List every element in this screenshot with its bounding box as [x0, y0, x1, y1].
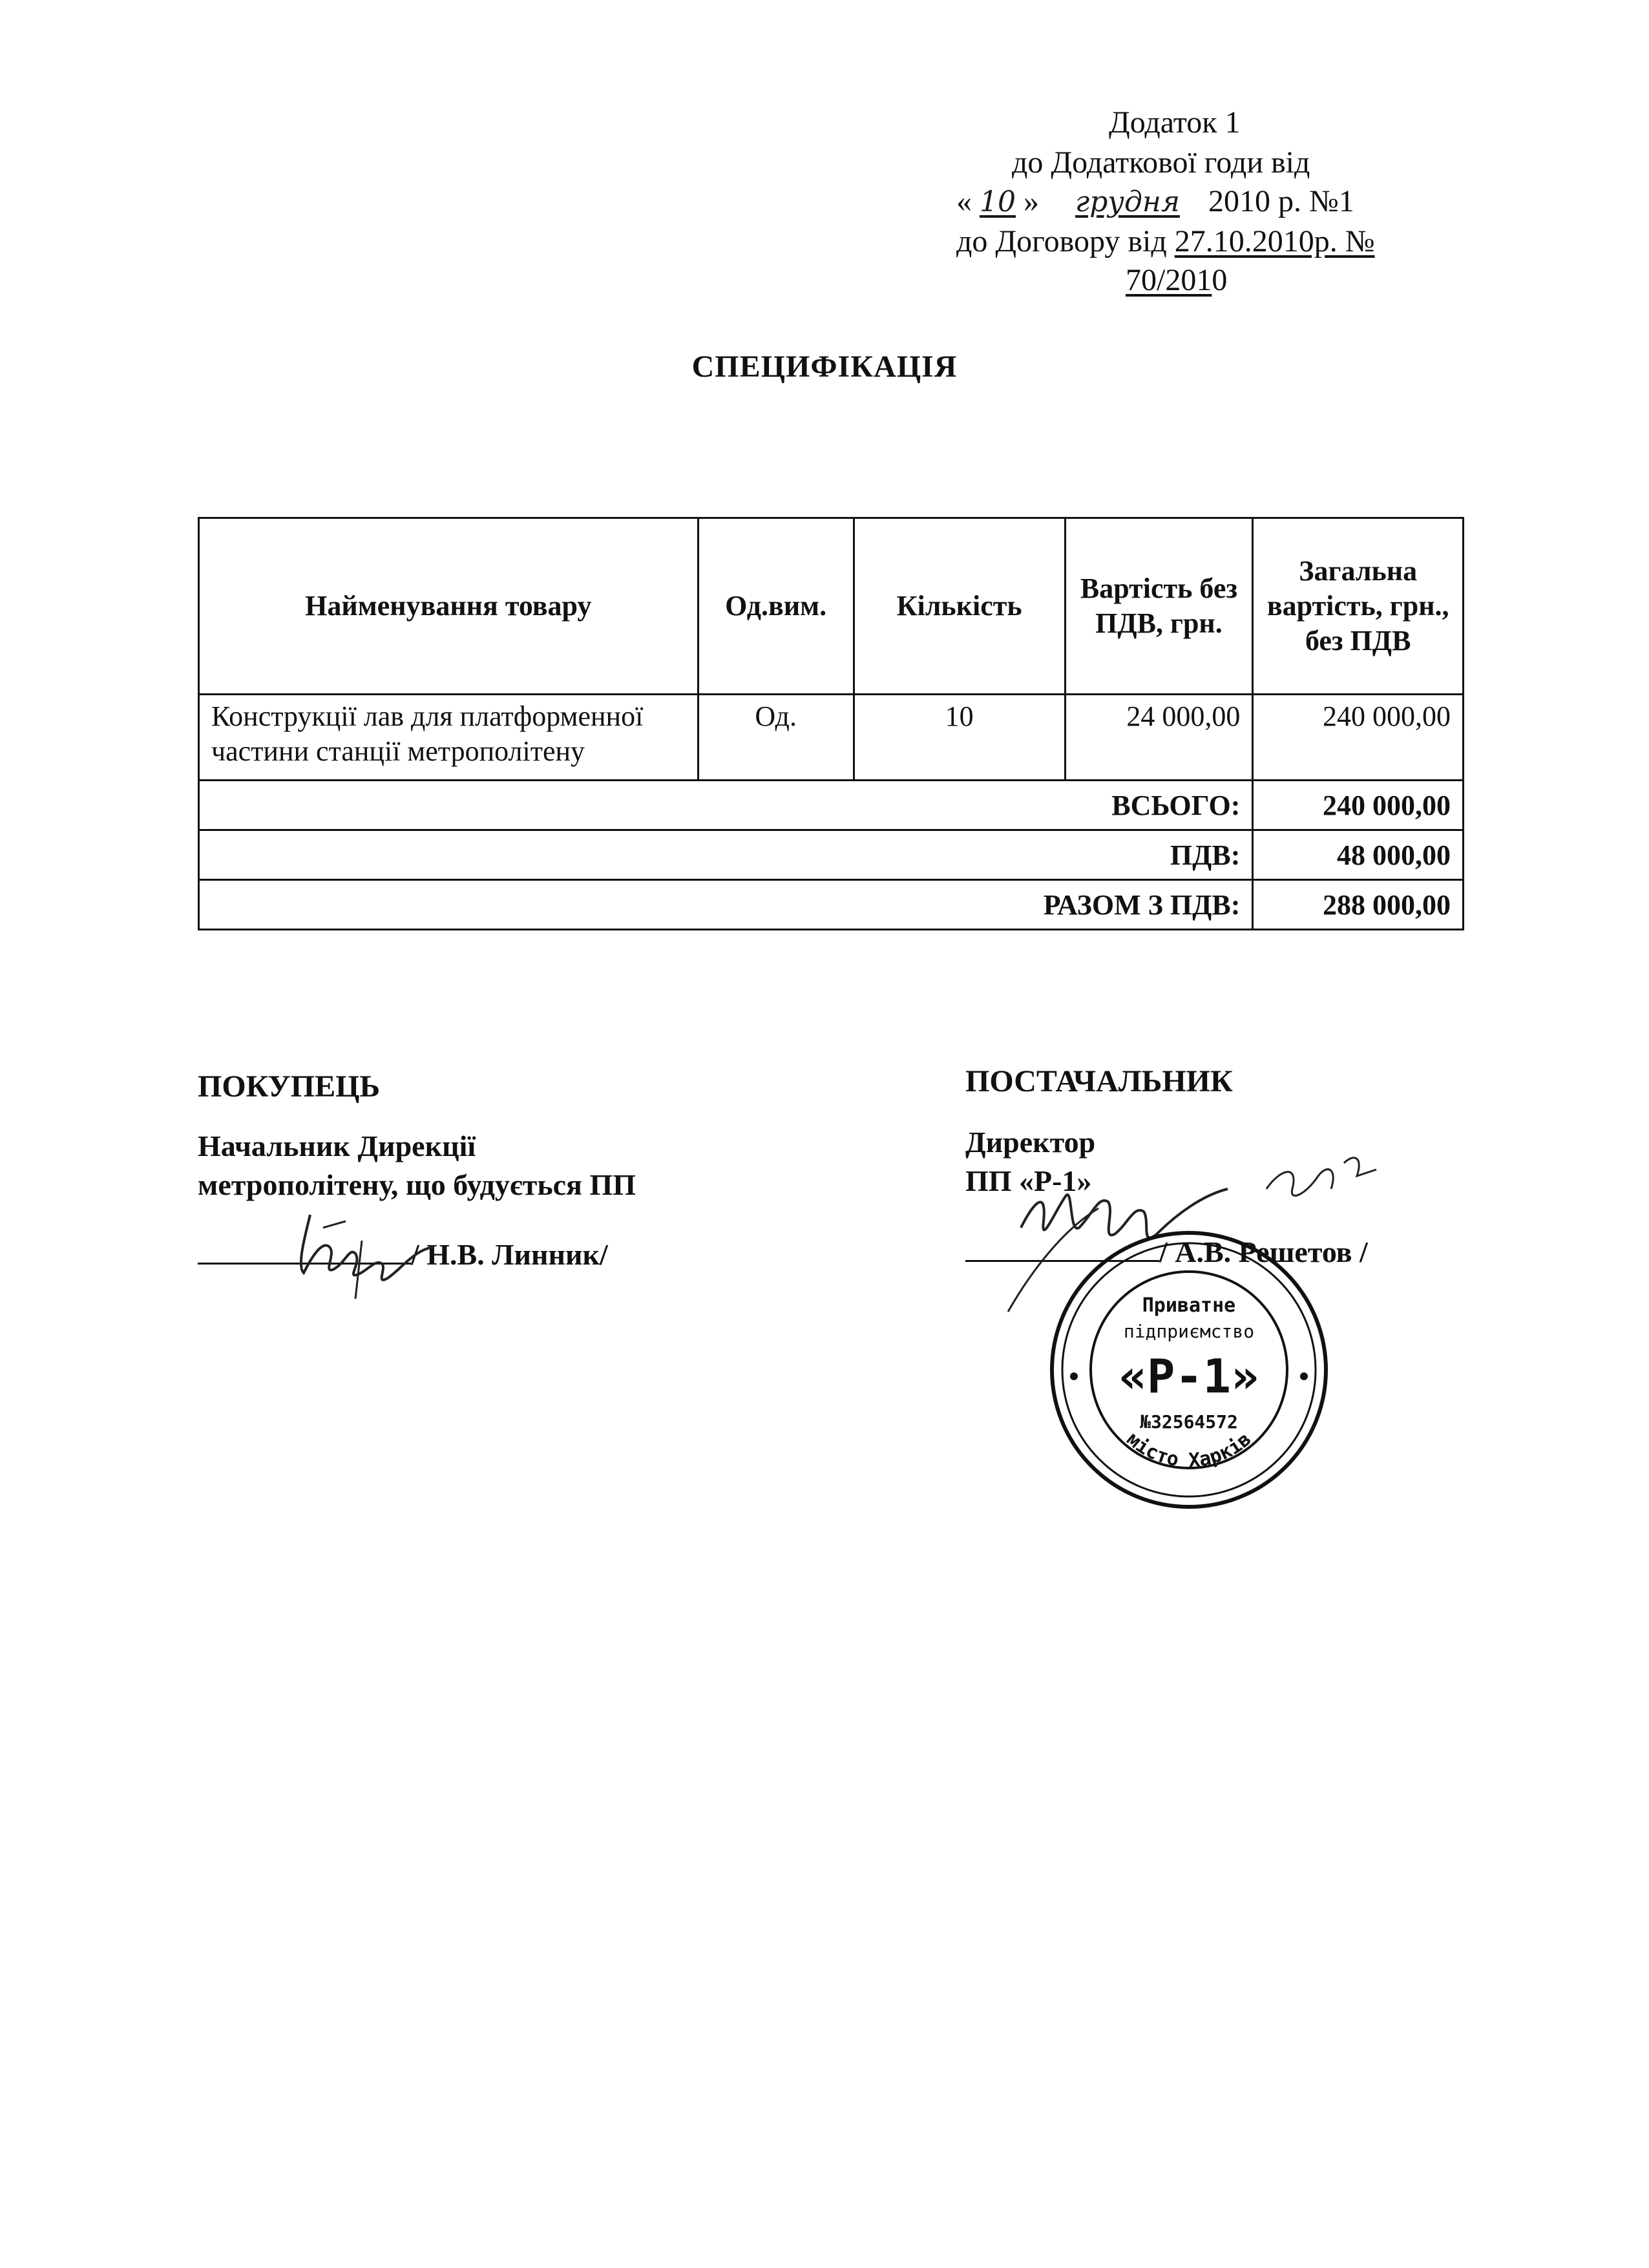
stamp-line1: Приватне [1142, 1294, 1236, 1317]
specification-table [198, 517, 1464, 930]
summary-row-vat [199, 830, 1464, 880]
annex-subtitle: до Додаткової годи від [1012, 145, 1310, 180]
stamp-city-text: місто Харків [1122, 1427, 1256, 1473]
buyer-heading: ПОКУПЕЦЬ [198, 1069, 381, 1104]
stamp-line2: підприємство [1123, 1321, 1255, 1342]
col-header-price: Вартість без ПДВ, грн. [1065, 518, 1253, 695]
contract-ref-prefix: до Договору від [956, 224, 1167, 258]
col-header-total: Загальна вартість, грн., без ПДВ [1253, 518, 1464, 695]
cell-unit: Од. [698, 695, 854, 781]
date-day-handwritten: 10 [980, 185, 1016, 218]
stamp-dot-right [1300, 1372, 1308, 1380]
buyer-position-line2: метрополітену, що будується ПП [198, 1168, 636, 1201]
contract-ref-date: 27.10.2010р. № [1174, 224, 1375, 258]
col-header-qty: Кількість [854, 518, 1065, 695]
buyer-handwritten-signature [284, 1202, 439, 1305]
contract-ref-number: 70/201 [1126, 263, 1212, 297]
stamp-dot-left [1070, 1372, 1078, 1380]
cell-qty: 10 [854, 695, 1065, 781]
date-close-quote: » [1024, 184, 1039, 218]
contract-reference-line [956, 222, 1375, 261]
stamp-city [1122, 1428, 1256, 1472]
summary-label-grand-total: РАЗОМ З ПДВ: [199, 880, 1253, 930]
annex-date-line [956, 182, 1354, 222]
contract-ref-number-line [1126, 261, 1227, 300]
table-row [199, 695, 1464, 781]
company-stamp [1047, 1228, 1331, 1512]
summary-value-vat: 48 000,00 [1253, 830, 1464, 880]
summary-row-grand-total [199, 880, 1464, 930]
summary-row-total [199, 781, 1464, 830]
supplier-heading: ПОСТАЧАЛЬНИК [965, 1064, 1233, 1098]
buyer-position-line1: Начальник Дирекції [198, 1129, 476, 1162]
cell-price: 24 000,00 [1065, 695, 1253, 781]
col-header-name: Найменування товару [199, 518, 698, 695]
date-year-number: 2010 р. №1 [1208, 184, 1354, 218]
supplier-position-line1: Директор [965, 1126, 1096, 1159]
col-header-unit: Од.вим. [698, 518, 854, 695]
summary-label-vat: ПДВ: [199, 830, 1253, 880]
stamp-company-name: «Р-1» [1119, 1349, 1259, 1403]
date-open-quote: « [956, 184, 972, 218]
document-title: СПЕЦИФІКАЦІЯ [691, 350, 958, 384]
stamp-registration-number: №32564572 [1140, 1411, 1238, 1433]
summary-value-total: 240 000,00 [1253, 781, 1464, 830]
cell-total: 240 000,00 [1253, 695, 1464, 781]
summary-value-grand-total: 288 000,00 [1253, 880, 1464, 930]
contract-ref-number-tail: 0 [1212, 263, 1228, 297]
date-month-handwritten: грудня [1075, 185, 1180, 218]
table-header-row [199, 518, 1464, 695]
buyer-signer-name: / Н.В. Линник/ [411, 1238, 608, 1271]
supplier-position-line2: ПП «Р-1» [965, 1164, 1092, 1197]
supplier-signer-name: / А.В. Решетов / [1159, 1235, 1368, 1268]
summary-label-total: ВСЬОГО: [199, 781, 1253, 830]
annex-number: Додаток 1 [1109, 105, 1241, 140]
cell-item-name: Конструкції лав для платформенної частини станції метрополітену [199, 695, 698, 781]
